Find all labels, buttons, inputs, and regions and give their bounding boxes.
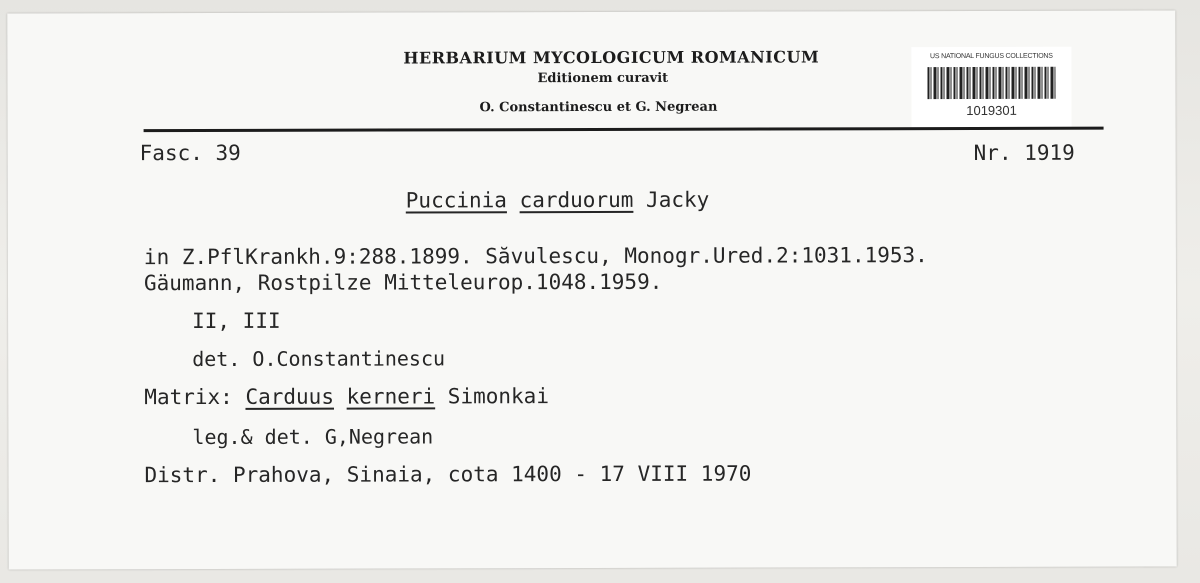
citation-line-1: in Z.PflKrankh.9:288.1899. Săvulescu, Monogr.Ured.2:1031.1953. <box>143 243 928 270</box>
species-author: Jacky <box>645 187 710 212</box>
spore-stages: II, III <box>192 308 281 334</box>
locality-date: Distr. Prahova, Sinaia, cota 1400 - 17 VIII 1970 <box>144 461 752 488</box>
barcode-caption: US NATIONAL FUNGUS COLLECTIONS <box>930 52 1053 61</box>
collector: leg.& det. G,Negrean <box>192 424 434 450</box>
host-author: Simonkai <box>447 384 549 409</box>
fascicle-number: Fasc. 39 <box>139 140 241 166</box>
species-epithet: carduorum <box>519 187 634 213</box>
determiner: det. O.Constantinescu <box>192 346 446 372</box>
specimen-number: Nr. 1919 <box>973 140 1075 166</box>
matrix-label: Matrix: <box>144 384 233 410</box>
barcode-sticker <box>911 47 1071 127</box>
herbarium-title: HERBARIUM MYCOLOGICUM ROMANICUM <box>403 47 820 68</box>
citation-line-2: Gäumann, Rostpilze Mitteleurop.1048.1959. <box>143 269 663 296</box>
species-genus: Puccinia <box>405 188 507 213</box>
host-epithet: kerneri <box>346 384 436 409</box>
host-genus: Carduus <box>245 384 334 409</box>
barcode-number: 1019301 <box>966 102 1017 119</box>
host-matrix <box>144 384 549 409</box>
species-name <box>406 188 710 213</box>
barcode-icon <box>927 67 1055 99</box>
herbarium-subtitle: Editionem curavit <box>537 70 669 87</box>
herbarium-label <box>7 10 1176 569</box>
herbarium-editors: O. Constantinescu et G. Negrean <box>479 99 718 116</box>
header-divider <box>144 127 1104 133</box>
